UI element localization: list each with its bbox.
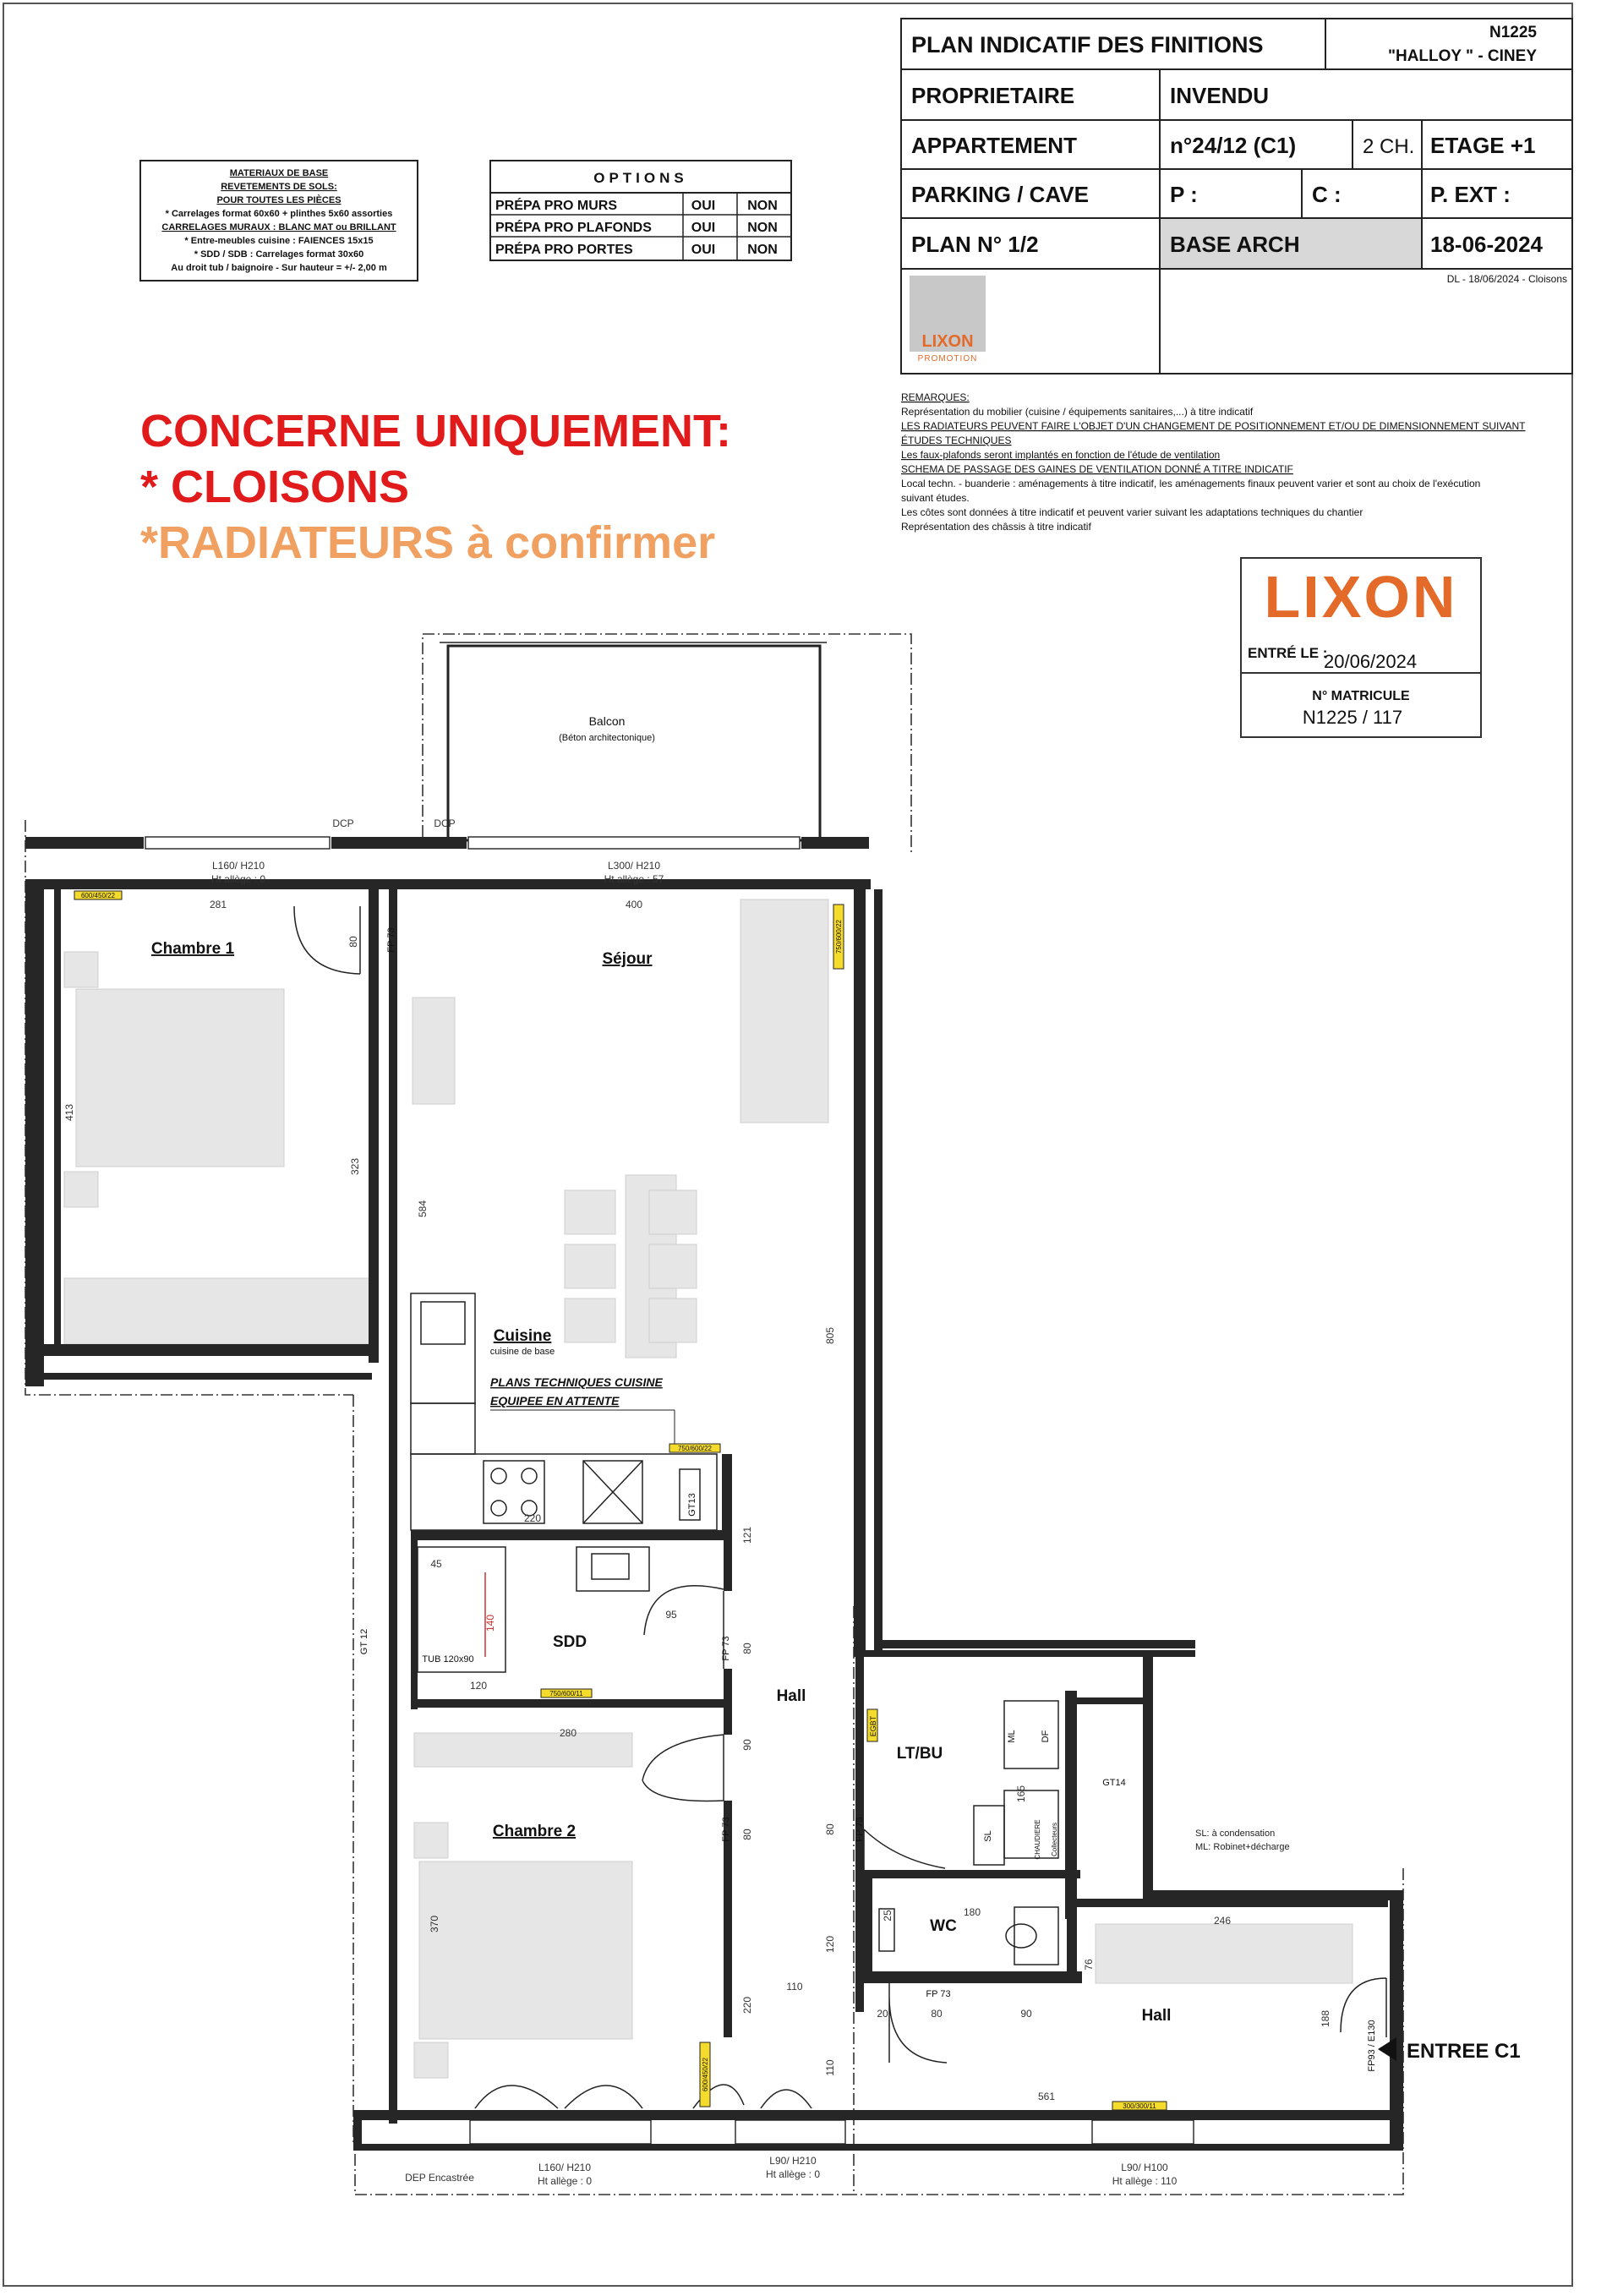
room-label-sejour: Séjour (602, 950, 653, 968)
revision-note: DL - 18/06/2024 - Cloisons (1446, 273, 1567, 285)
window-sill-ch1: Ht allège : 0 (210, 873, 266, 885)
option-no[interactable]: NON (747, 199, 778, 213)
cuisine-sub: cuisine de base (489, 1347, 555, 1357)
dimension: 120 (469, 1680, 488, 1692)
stamp-lixon-logo: LIXON (1264, 564, 1458, 630)
remark-line: ÉTUDES TECHNIQUES (901, 435, 1012, 446)
dimension: 246 (1213, 1915, 1232, 1927)
row-label-parking: PARKING / CAVE (911, 182, 1089, 207)
dimension: 95 (665, 1609, 677, 1621)
materials-line: MATERIAUX DE BASE (229, 168, 329, 178)
row-value-proprietaire: INVENDU (1170, 83, 1270, 108)
remark-line: LES RADIATEURS PEUVENT FAIRE L'OBJET D'UN CHANGEMENT DE POSITIONNEMENT ET/OU DE DIMENSIONNEMENT SUIVANT (901, 420, 1526, 432)
project-code: N1225 (1489, 24, 1537, 41)
fp73-label-sdd: FP 73 (721, 1636, 731, 1661)
sdd-fixtures (418, 1547, 649, 1672)
option-label: PRÉPA PRO PLAFONDS (495, 221, 652, 235)
materials-line: POUR TOUTES LES PIÈCES (216, 195, 342, 205)
title-block (901, 19, 1572, 374)
window-size-entry: L90/ H100 (1121, 2162, 1168, 2173)
notice-line1: CONCERNE UNIQUEMENT: (140, 406, 732, 456)
floor-plan (25, 634, 1521, 2195)
option-yes[interactable]: OUI (691, 199, 716, 213)
room-label-wc: WC (930, 1917, 957, 1935)
dimension: 220 (741, 1996, 753, 2014)
window-sill-ch2: Ht allège : 0 (537, 2175, 593, 2187)
balcon-sub: (Béton architectonique) (559, 733, 655, 743)
options-box (490, 161, 791, 260)
room-label-chambre2: Chambre 2 (492, 1823, 577, 1840)
dimension: 805 (824, 1326, 836, 1345)
remark-line: SCHEMA DE PASSAGE DES GAINES DE VENTILATION DONNÉ A TITRE INDICATIF (901, 463, 1293, 475)
dimension: 323 (349, 1157, 361, 1176)
dcp-label: DCP (332, 817, 354, 829)
dimension: 90 (1020, 2008, 1032, 2020)
dimension: 120 (824, 1935, 836, 1954)
fp73-label-hall: FP 73 (855, 1817, 865, 1842)
row-cave: C : (1312, 182, 1342, 207)
radiator-label-sejour: 750/600/22 (835, 919, 843, 954)
dimension: 188 (1320, 2009, 1331, 2028)
project-name: "HALLOY " - CINEY (1387, 47, 1537, 65)
remarks (901, 391, 1526, 533)
window-size-sejour: L300/ H210 (607, 860, 661, 872)
row-label-proprietaire: PROPRIETAIRE (911, 83, 1075, 108)
plans-tech-line1: PLANS TECHNIQUES CUISINE (490, 1375, 663, 1389)
row-rooms: 2 CH. (1363, 135, 1415, 158)
dimension: 281 (209, 899, 227, 910)
room-label-chambre1: Chambre 1 (150, 940, 235, 958)
small-logo-sub: PROMOTION (917, 354, 978, 364)
dimension: 90 (741, 1739, 753, 1751)
dimension: 370 (429, 1915, 440, 1933)
room-label-sdd: SDD (552, 1633, 587, 1651)
fp73-label-wc: FP 73 (926, 1989, 951, 1999)
legend-ml: ML: Robinet+décharge (1195, 1842, 1290, 1852)
row-value-parking: P : (1170, 182, 1198, 207)
stamp-entry-label: ENTRÉ LE : (1248, 645, 1328, 661)
option-label: PRÉPA PRO MURS (495, 199, 618, 213)
window-size-ch2: L160/ H210 (538, 2162, 592, 2173)
door-size-hall: L90/ H210 (769, 2155, 817, 2167)
remark-line: Représentation du mobilier (cuisine / équipements sanitaires,...) à titre indicatif (901, 406, 1254, 418)
row-ext-parking: P. EXT : (1430, 182, 1511, 207)
radiator-label-ch2: 600/450/22 (702, 2057, 709, 2092)
option-no[interactable]: NON (747, 243, 778, 257)
dcp-label: DCP (434, 817, 456, 829)
stamp-matricule-value: N1225 / 117 (1302, 707, 1403, 728)
materials-line: * Carrelages format 60x60 + plinthes 5x60 assorties (165, 209, 393, 219)
dimension: 280 (559, 1727, 577, 1739)
row-label-appartement: APPARTEMENT (911, 133, 1077, 158)
materials-line: CARRELAGES MURAUX : BLANC MAT ou BRILLANT (161, 222, 396, 232)
dimension: 80 (347, 936, 359, 948)
chaudiere-label: CHAUDIERE (1034, 1819, 1041, 1860)
windows (145, 837, 1194, 2144)
dimension: 584 (417, 1200, 429, 1218)
materials-line: REVETEMENTS DE SOLS: (221, 182, 337, 192)
room-label-hall1: Hall (776, 1687, 806, 1705)
balcony-frame (448, 646, 820, 840)
dep-label: DEP Encastrée (405, 2172, 474, 2184)
room-label-ltbu: LT/BU (896, 1745, 943, 1763)
option-no[interactable]: NON (747, 221, 778, 235)
remark-line: Les faux-plafonds seront implantés en fonction de l'étude de ventilation (901, 449, 1221, 461)
room-label-cuisine: Cuisine (493, 1327, 552, 1345)
dimension: 80 (931, 2008, 943, 2020)
reception-stamp (1241, 558, 1481, 737)
remarks-title: REMARQUES: (901, 391, 970, 403)
stamp-matricule-label: N° MATRICULE (1312, 689, 1410, 703)
options-title: OPTIONS (593, 170, 688, 186)
row-value-plan: BASE ARCH (1170, 232, 1300, 257)
notice-line3: *RADIATEURS à confirmer (140, 517, 716, 568)
ml-label: ML (1007, 1730, 1017, 1743)
legend-sl: SL: à condensation (1195, 1829, 1276, 1839)
egbt-label: EGBT (869, 1715, 877, 1737)
gt12-label: GT 12 (359, 1628, 369, 1655)
service-fixtures (879, 1701, 1058, 1965)
collecteurs-label: Collecteurs (1051, 1822, 1058, 1857)
dimension: 20 (877, 2008, 888, 2020)
dimension: 400 (625, 899, 643, 910)
door-sill-hall: Ht allège : 0 (765, 2168, 821, 2180)
remark-line: Les côtes sont données à titre indicatif et peuvent varier suivant les adaptations techniques du chantier (901, 506, 1363, 518)
radiator-label-ch1: 600/450/22 (80, 892, 116, 899)
small-lixon-logo: LIXON (921, 332, 974, 351)
option-yes[interactable]: OUI (691, 221, 716, 235)
df-label: DF (1041, 1730, 1051, 1743)
radiator-label-sdd: 750/600/11 (549, 1690, 583, 1697)
sl-label: SL (983, 1830, 993, 1842)
notice-line2: * CLOISONS (140, 462, 410, 512)
option-label: PRÉPA PRO PORTES (495, 243, 633, 257)
dimension: 76 (1083, 1959, 1095, 1971)
option-yes[interactable]: OUI (691, 243, 716, 257)
window-sill-entry: Ht allège : 110 (1112, 2175, 1178, 2187)
radiator-label-hall: 300/300/11 (1123, 2102, 1156, 2110)
gt13-label: GT13 (687, 1493, 697, 1517)
fp73-label: FP 73 (386, 927, 396, 953)
dimension: 45 (430, 1558, 442, 1570)
row-label-plan: PLAN N° 1/2 (911, 232, 1039, 257)
stamp-entry-date: 20/06/2024 (1324, 651, 1418, 672)
dimension: 180 (963, 1906, 981, 1918)
row-floor: ETAGE +1 (1430, 133, 1536, 158)
dimension: 165 (1015, 1785, 1027, 1803)
dimension: 121 (741, 1526, 753, 1544)
dimension: 80 (741, 1829, 753, 1840)
title-heading: PLAN INDICATIF DES FINITIONS (911, 32, 1264, 57)
window-sill-sejour: Ht allège : 57 (604, 873, 664, 885)
room-label-balcon: Balcon (588, 714, 626, 728)
dimension: 110 (786, 1981, 803, 1993)
dimension: 25 (882, 1910, 893, 1922)
row-date: 18-06-2024 (1430, 232, 1543, 257)
gt14-label: GT14 (1102, 1778, 1126, 1788)
dimension: 110 (824, 2059, 836, 2076)
notice (140, 406, 731, 568)
fp73-label-ch2: FP 73 (721, 1817, 731, 1842)
remark-line: Local techn. - buanderie : aménagements à titre indicatif, les aménagements finaux peuvent varier et sont au choix de l'exécution (901, 478, 1481, 489)
row-value-appartement: n°24/12 (C1) (1170, 133, 1297, 158)
remark-line: suivant études. (901, 492, 970, 504)
plans-tech-line2: EQUIPEE EN ATTENTE (490, 1394, 620, 1408)
materials-line: * SDD / SDB : Carrelages format 30x60 (194, 249, 364, 260)
dimension: 561 (1037, 2091, 1056, 2102)
materials-box (140, 161, 418, 281)
dimension: 413 (63, 1103, 75, 1122)
entrance-label: ENTREE C1 (1407, 2040, 1521, 2063)
materials-line: Au droit tub / baignoire - Sur hauteur = +/- 2,00 m (171, 263, 387, 273)
tub-label: TUB 120x90 (422, 1654, 474, 1665)
remark-line: Représentation des châssis à titre indicatif (901, 521, 1091, 533)
room-label-hall2: Hall (1141, 2007, 1172, 2025)
materials-line: * Entre-meubles cuisine : FAIENCES 15x15 (184, 236, 374, 246)
fp93-label: FP93 / E130 (1367, 2020, 1377, 2072)
radiator-label-kitchen: 750/600/22 (677, 1445, 713, 1452)
dimension: 80 (741, 1643, 753, 1654)
dimension: 140 (484, 1614, 496, 1632)
dimension: 80 (824, 1823, 836, 1835)
dimension: 220 (523, 1512, 542, 1524)
window-size-ch1: L160/ H210 (211, 860, 265, 872)
